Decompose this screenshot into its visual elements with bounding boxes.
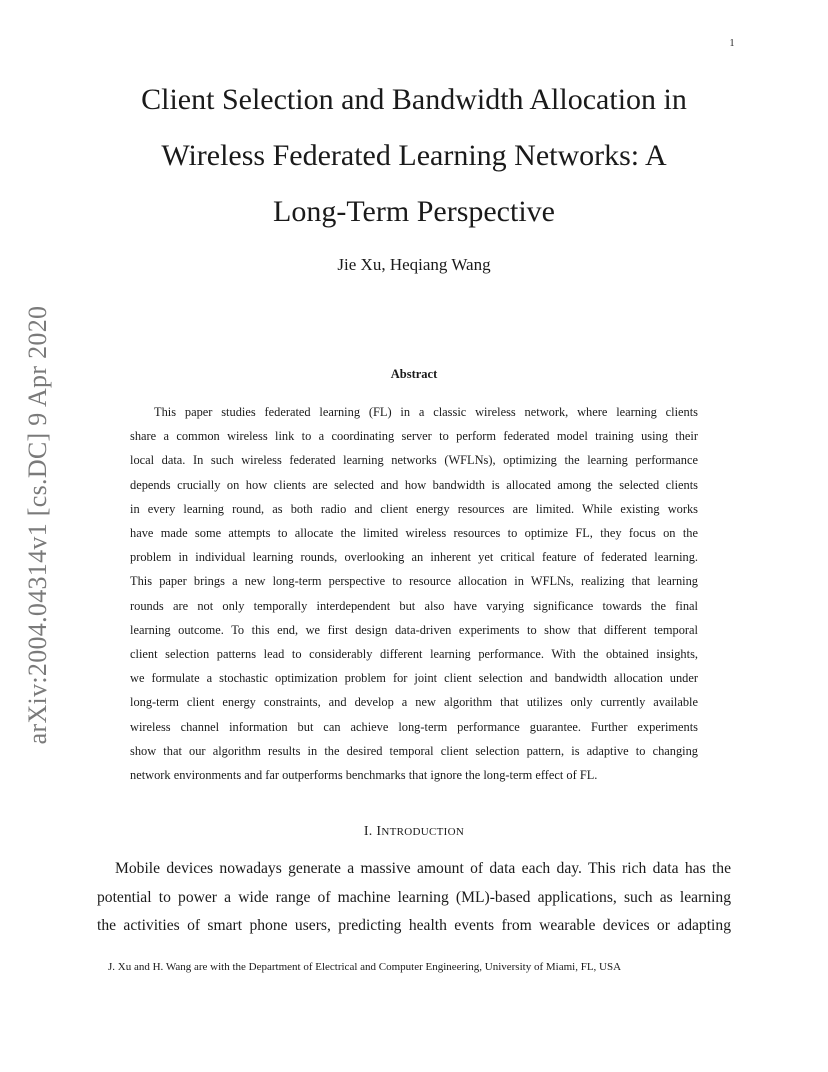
abstract-line: have made some attempts to allocate the limited wireless resources to optimize FL, they focus on the [130,526,698,541]
abstract-line: depends crucially on how clients are selected and how bandwidth is allocated among the selected clients [130,477,698,492]
abstract-line: rounds are not only temporally interdependent but also have varying significance towards the final [130,598,698,613]
paper-title [90,72,738,240]
abstract-line: This paper brings a new long-term perspective to resource allocation in WFLNs, realizing that learning [130,574,698,589]
title-line: Wireless Federated Learning Networks: A [161,139,667,172]
abstract-line: client selection patterns lead to considerably different learning performance. With the obtained insights, [130,647,698,662]
abstract-line: wireless channel information but can achieve long-term performance guarantee. Further experiments [130,719,698,734]
abstract-line: network environments and far outperforms benchmarks that ignore the long-term effect of FL. [130,768,598,783]
abstract-line: we formulate a stochastic optimization problem for joint client selection and bandwidth allocation under [130,671,698,686]
abstract-line: problem in individual learning rounds, overlooking an inherent yet critical feature of federated learning. [130,550,698,565]
abstract-line: show that our algorithm results in the desired temporal client selection pattern, is adaptive to changing [130,743,698,758]
intro-line: the activities of smart phone users, predicting health events from wearable devices or adapting [97,917,731,935]
section-heading-introduction [90,824,738,840]
arxiv-identifier-stamp: arXiv:2004.04314v1 [cs.DC] 9 Apr 2020 [23,305,52,745]
intro-line: potential to power a wide range of machine learning (ML)-based applications, such as learning [97,888,731,906]
section-number: I. [363,824,373,839]
abstract-line: share a common wireless link to a coordinating server to perform federated model training using their [130,429,698,444]
intro-line: Mobile devices nowadays generate a massive amount of data each day. This rich data has the [115,860,731,877]
title-line: Client Selection and Bandwidth Allocation in [141,83,687,116]
author-list: Jie Xu, Heqiang Wang [337,255,491,274]
title-line: Long-Term Perspective [273,195,555,228]
author-affiliation-footnote: J. Xu and H. Wang are with the Department of Electrical and Computer Engineering, University of Miami, FL, USA [108,961,622,973]
abstract-line: long-term client energy constraints, and develop a new algorithm that utilizes only currently available [130,695,698,710]
abstract-line: in every learning round, as both radio and client energy resources are limited. While existing works [130,501,698,516]
introduction-body [97,855,731,941]
abstract-line: local data. In such wireless federated learning networks (WFLNs), optimizing the learning performance [130,453,698,468]
section-title-rest: NTRODUCTION [381,826,465,838]
page-number: 1 [729,38,735,49]
abstract-line: learning outcome. To this end, we first design data-driven experiments to show that different temporal [130,622,698,637]
abstract-line: This paper studies federated learning (FL) in a classic wireless network, where learning clients [154,405,698,419]
abstract-body [130,400,698,787]
abstract-heading: Abstract [390,367,438,381]
section-title-initial: I [376,824,382,839]
